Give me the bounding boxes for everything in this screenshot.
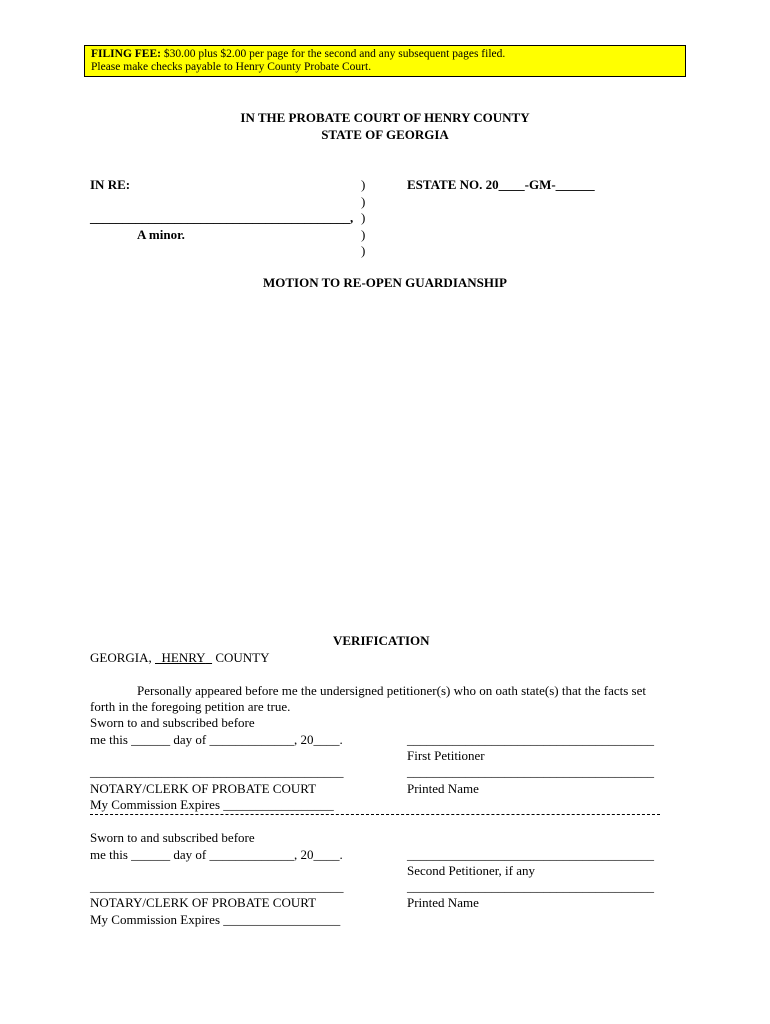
notary-signature-line: _______________________________________	[90, 764, 344, 779]
county-suffix: COUNTY	[215, 650, 270, 665]
commission-expires: My Commission Expires _________________	[90, 797, 334, 812]
first-petitioner-label: First Petitioner	[407, 748, 485, 763]
caption-paren: )	[361, 177, 366, 192]
date-line: me this ______ day of _____________, 20____.	[90, 732, 343, 747]
in-re-label: IN RE:	[90, 177, 131, 192]
second-petitioner-signature-line: ______________________________________	[407, 847, 654, 862]
verification-paragraph-line1: Personally appeared before me the undersigned petitioner(s) who on oath state(s) that the facts set	[137, 683, 646, 698]
second-petitioner-label: Second Petitioner, if any	[407, 863, 536, 878]
printed-name-label-2: Printed Name	[407, 895, 479, 910]
minor-label: A minor.	[137, 227, 185, 242]
commission-expires-2: My Commission Expires __________________	[90, 912, 341, 927]
caption-paren: )	[361, 227, 366, 242]
filing-fee-text: $30.00 plus $2.00 per page for the second and any subsequent pages filed.	[160, 48, 506, 60]
court-title: IN THE PROBATE COURT OF HENRY COUNTY	[240, 110, 530, 125]
caption-paren: )	[361, 243, 366, 258]
date-line-2: me this ______ day of _____________, 20____.	[90, 847, 343, 862]
motion-title: MOTION TO RE-OPEN GUARDIANSHIP	[262, 275, 508, 290]
filing-fee-label: FILING FEE:	[91, 48, 161, 60]
printed-name-line: ______________________________________	[407, 764, 654, 779]
section-divider	[90, 814, 660, 815]
caption-paren: )	[361, 194, 366, 209]
notary-signature-line-2: _______________________________________	[90, 879, 344, 894]
filing-fee-notice	[84, 45, 686, 77]
verification-heading: VERIFICATION	[333, 633, 430, 648]
sworn-text-2: Sworn to and subscribed before	[90, 830, 255, 845]
verification-paragraph-line2: forth in the foregoing petition are true.	[90, 699, 291, 714]
county-prefix: GEORGIA,	[90, 650, 152, 665]
printed-name-label: Printed Name	[407, 781, 479, 796]
estate-number: ESTATE NO. 20____-GM-______	[407, 177, 595, 192]
printed-name-line-2: ______________________________________	[407, 879, 654, 894]
county-line	[90, 650, 269, 666]
minor-name-line: ________________________________________,	[90, 210, 354, 225]
caption-paren: )	[361, 210, 366, 225]
sworn-text: Sworn to and subscribed before	[90, 715, 255, 730]
notary-label-2: NOTARY/CLERK OF PROBATE COURT	[90, 895, 317, 910]
payable-note: Please make checks payable to Henry County Probate Court.	[91, 61, 372, 73]
county-name: HENRY	[161, 650, 206, 665]
court-state: STATE OF GEORGIA	[321, 127, 449, 142]
first-petitioner-signature-line: ______________________________________	[407, 732, 654, 747]
notary-label: NOTARY/CLERK OF PROBATE COURT	[90, 781, 317, 796]
